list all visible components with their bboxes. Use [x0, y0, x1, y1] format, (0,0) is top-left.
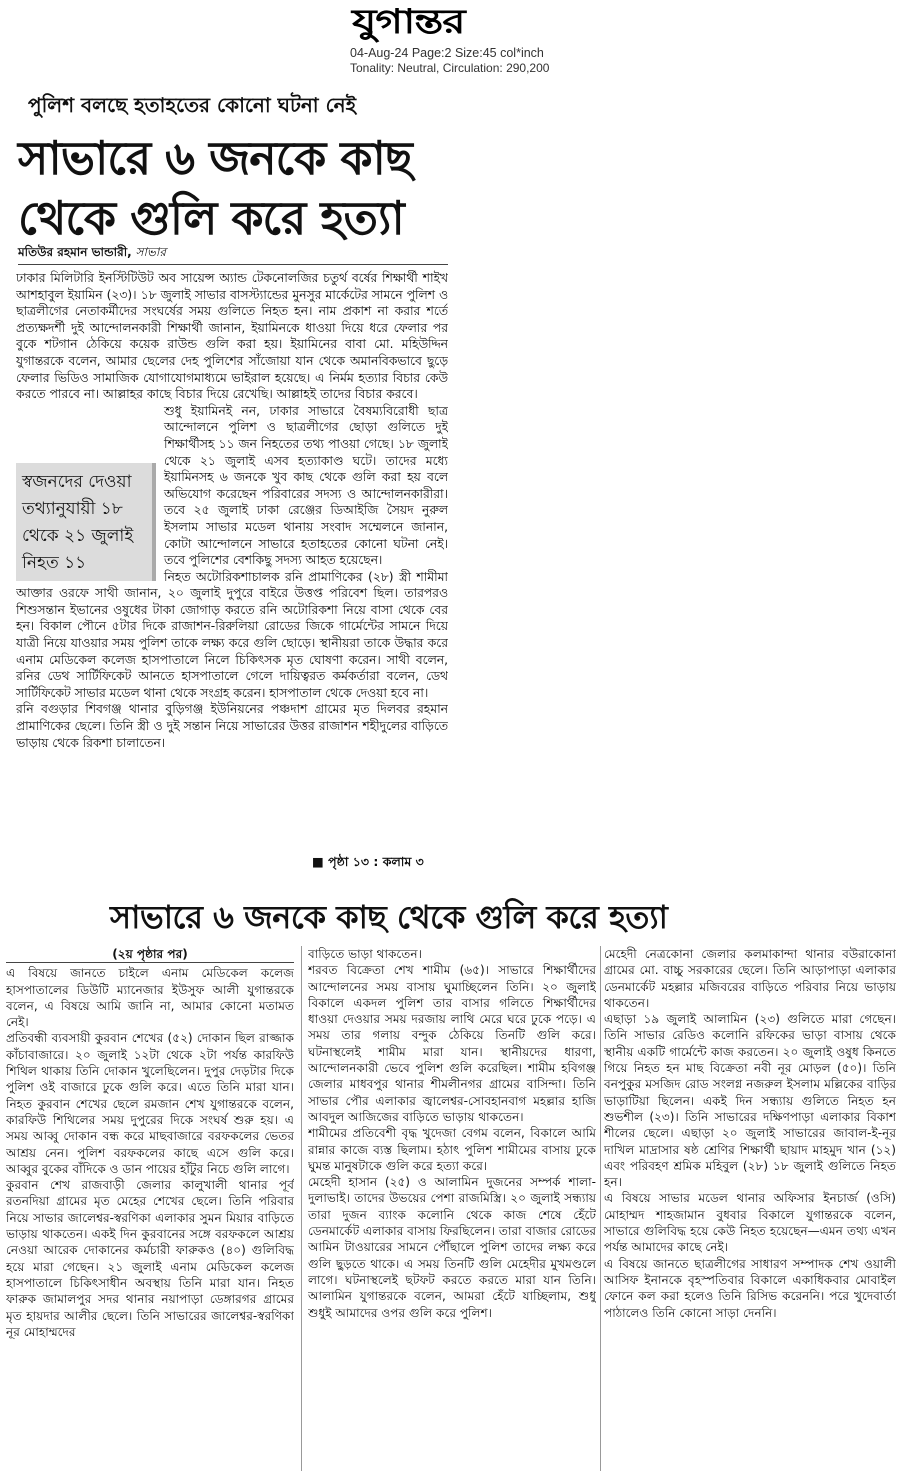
- clip-meta-tonality: Tonality: Neutral, Circulation: 290,200: [350, 61, 550, 75]
- article-kicker: পুলিশ বলছে হতাহতের কোনো ঘটনা নেই: [28, 93, 357, 117]
- masthead: [0, 0, 903, 80]
- article-paragraph: নিহত অটোরিকশাচালক রনি প্রামাণিকের (২৮) স্ত্রী শামীমা আক্তার ওরফে সাথী জানান, ২০ জুলাই দুপুরে বাইরে উত্তপ্ত পরিবেশ ছিল। তারপরও শিশুসন্তান ইভানের ওষুধের টাকা জোগাড় করতে রনি অটোরিকশা নিয়ে বাসা থেকে বের হন। বিকাল পৌনে ৫টার দিকে রাজাশন-রিরুলিয়া রোডের জিকে গার্মেন্টের সামনে দিয়ে যাত্রী নিয়ে যাওয়ার সময় পুলিশ তাকে লক্ষ্য করে গুলি ছোড়ে। স্থানীয়রা তাকে উদ্ধার করে এনাম মেডিকেল কলেজ হাসপাতালে নিলে চিকিৎসক মৃত ঘোষণা করেন। সাথী বলেন, রনির ডেথ সার্টিফিকেট আনতে হাসপাতালে গেলে দায়িত্বরত কর্মকর্তারা বলেন, ডেথ সার্টিফিকেট সাভার মডেল থানা থেকে সংগ্রহ করেন। হাসপাতাল থেকে দেওয়া হবে না।: [16, 569, 448, 700]
- article-paragraph: শামীমের প্রতিবেশী বৃদ্ধ খুদেজা বেগম বলেন, বিকালে আমি রান্নার কাজে ব্যস্ত ছিলাম। হঠাৎ পুলিশ শামীমের বাসায় ঢুকে ঘুমন্ত মানুষটাকে গুলি করে হত্যা করে।: [308, 1126, 596, 1173]
- article-paragraph: শরবত বিক্রেতা শেখ শামীম (৬৫)। সাভারে শিক্ষার্থীদের আন্দোলনের সময় বাসায় ঘুমাচ্ছিলেন তিনি। ২০ জুলাই বিকালে একদল পুলিশ তার বাসার গলিতে শিক্ষার্থীদের ধাওয়া দেওয়ার সময় দরজায় লাথি মেরে ঘরে ঢুকে পড়ে। এ সময় তার গলায় বন্দুক ঠেকিয়ে তিনটি গুলি করে। ঘটনাস্থলেই শামীম মারা যান। স্থানীয়দের ধারণা, আন্দোলনকারী ভেবে পুলিশ গুলি করেছিল। শামীম হবিগঞ্জ জেলার মাধবপুর থানার শীমলীনগর গ্রামের বাসিন্দা। তিনি সাভার পৌর এলাকার জ্বালেশ্বর-সোবহানবাগ মহল্লার হাজি আবদুল আজিজের বাড়িতে ভাড়ায় থাকতেন।: [308, 963, 596, 1124]
- article-paragraph: কুরবান শেখ রাজবাড়ী জেলার কালুখালী থানার পূর্ব রতনদিয়া গ্রামের মৃত মেহের শেখের ছেলে। তিনি পরিবার নিয়ে সাভার জালেশ্বর-স্বরণিকা এলাকার সুমন মিয়ার বাড়িতে ভাড়ায় থাকতেন। একই দিন কুরবানের সঙ্গে বরফকলে আশ্রয় নেওয়া আরেক দোকানের কর্মচারী ফারুকও (৪০) গুলিবিদ্ধ হয়ে মারা গেছেন। ২১ জুলাই এনাম মেডিকেল কলেজ হাসপাতালে চিকিৎসাধীন অবস্থায় তিনি মারা যান। নিহত ফারুক জামালপুর সদর থানার নয়াপাড়া ডেঙ্গারগর গ্রামের মৃত হায়দার আলীর ছেলে। তিনি সাভারের জালেশ্বর-স্বরণিকা নূর মোহাম্মদের: [6, 1178, 294, 1339]
- continuation-label: (২য় পৃষ্ঠার পর): [6, 946, 294, 963]
- clip-meta-date-size: 04-Aug-24 Page:2 Size:45 col*inch: [350, 46, 544, 60]
- article-byline: [18, 244, 448, 265]
- article-paragraph: এ বিষয়ে সাভার মডেল থানার অফিসার ইনচার্জ (ওসি) মোহাম্মদ শাহজামান বুধবার বিকালে যুগান্তরকে বলেন, সাভারে গুলিবিদ্ধ হয়ে কেউ নিহত হয়েছেন—এমন তথ্য এখন পর্যন্ত আমাদের কাছে নেই।: [604, 1191, 896, 1255]
- jump-reference: ■ পৃষ্ঠা ১৩ : কলাম ৩: [312, 854, 424, 869]
- article-paragraph: এছাড়া ১৯ জুলাই আলামিন (২৩) গুলিতে মারা গেছেন। তিনি সাভার রেডিও কলোনি রফিকের ভাড়া বাসায় থেকে স্থানীয় একটি গার্মেন্টে কাজ করতেন। ২০ জুলাই ওষুধ কিনতে গিয়ে নিহত হন মাছ বিক্রেতা নবী নূর মোড়ল (৫০)। তিনি বনপুকুর মসজিদ রোড সংলগ্ন নজরুল ইসলাম মল্লিকের বাড়ির ভাড়াটিয়া ছিলেন। একই দিন সন্ধ্যায় গুলিতে নিহত হন শুভশীল (২৩)। তিনি সাভারের দক্ষিণপাড়া এলাকার বিকাশ শীলের ছেলে। এছাড়া ২০ জুলাই সাভারের জাবাল-ই-নূর দাখিল মাদ্রাসার ষষ্ঠ শ্রেণির শিক্ষার্থী ছায়াদ মাহমুদ খান (১২) এবং পরিবহণ শ্রমিক মহিবুল (২৮) ১৮ জুলাই গুলিতে নিহত হন।: [604, 1012, 896, 1190]
- article-headline: সাভারে ৬ জনকে কাছ থেকে গুলি করে হত্যা: [18, 131, 412, 245]
- continuation-column-1: [6, 946, 294, 1476]
- continuation-headline: সাভারে ৬ জনকে কাছ থেকে গুলি করে হত্যা: [110, 898, 668, 936]
- article-paragraph: এ বিষয়ে জানতে চাইলে এনাম মেডিকেল কলেজ হাসপাতালের ডিউটি ম্যানেজার ইউসুফ আলী যুগান্তরকে বলেন, এ বিষয়ে আমি জানি না, আমার কোনো মতামত নেই।: [6, 966, 294, 1030]
- article-paragraph: এ বিষয়ে জানতে ছাত্রলীগের সাধারণ সম্পাদক শেখ ওয়ালী আসিফ ইনানকে বৃহস্পতিবার বিকালে একাধিকবার মোবাইল ফোনে কল করা হলেও তিনি রিসিভ করেননি। পরে খুদেবার্তা পাঠালেও তিনি কোনো সাড়া দেননি।: [604, 1256, 896, 1320]
- article-paragraph: মেহেদী নেত্রকোনা জেলার কলমাকান্দা থানার বউরাকোনা গ্রামের মো. বাচ্চু সরকারের ছেলে। তিনি আড়াপাড়া এলাকার ডেনমার্কেট মহল্লার মজিবরের বাড়িতে পরিবার নিয়ে ভাড়ায় থাকতেন।: [604, 947, 896, 1010]
- column-divider: [301, 946, 302, 1471]
- article-paragraph: শুধু ইয়ামিনই নন, ঢাকার সাভারে বৈষম্যবিরোধী ছাত্র আন্দোলনে পুলিশ ও ছাত্রলীগের ছোড়া গুলিতে দুই শিক্ষার্থীসহ ১১ জন নিহতের তথ্য পাওয়া গেছে। ১৮ জুলাই থেকে ২১ জুলাই এসব হত্যাকাণ্ড ঘটে। তাদের মধ্যে ইয়ামিনসহ ৬ জনকে খুব কাছ থেকে গুলি করা হয় বলে অভিযোগ করেছেন পরিবারের সদস্য ও আন্দোলনকারীরা। তবে ২৫ জুলাই ঢাকা রেঞ্জের ডিআইজি সৈয়দ নুরুল ইসলাম সাভার মডেল থানায় সংবাদ সম্মেলনে জানান, কোটা আন্দোলনে সাভারে হতাহতের কোনো ঘটনা নেই। তবে পুলিশের বেশকিছু সদস্য আহত হয়েছেন।: [164, 403, 448, 568]
- continuation-column-3: [604, 946, 896, 1476]
- article-paragraph: রনি বগুড়ার শিবগঞ্জ থানার বুড়িগঞ্জ ইউনিয়নের পঞ্চদাশ গ্রামের মৃত দিলবর রহমান প্রামাণিকের ছেলে। তিনি স্ত্রী ও দুই সন্তান নিয়ে সাভারের উত্তর রাজাশন শহীদুলের বাড়িতে ভাড়ায় থেকে রিকশা চালাতেন।: [16, 702, 448, 750]
- continuation-column-2: [308, 946, 596, 1476]
- newspaper-logo: যুগান্তর: [352, 2, 465, 42]
- article-paragraph: মেহেদী হাসান (২৫) ও আলামিন দুজনের সম্পর্ক শালা-দুলাভাই। তাদের উভয়ের পেশা রাজমিস্ত্রি। ২০ জুলাই সন্ধ্যায় তারা দুজন ব্যাংক কলোনি থেকে কাজ শেষে হেঁটে ডেনমার্কেট এলাকার বাসায় ফিরছিলেন। তারা বাজার রোডের আমিন টাওয়ারের সামনে পৌঁছালে পুলিশ তাদের লক্ষ্য করে গুলি ছুড়তে থাকে। এ সময় তিনটি গুলি মেহেদীর মুখমণ্ডলে লাগে। ঘটনাস্থলেই ছটফট করতে করতে মারা যান তিনি। আলামিন যুগান্তরকে বলেন, আমরা হেঁটে যাচ্ছিলাম, শুধু শুধুই আমাদের ওপর গুলি করে পুলিশ।: [308, 1175, 596, 1320]
- paragraph-text: ঢাকার মিলিটারি ইনস্টিটিউট অব সায়েন্স অ্যান্ড টেকনোলজির চতুর্থ বর্ষের শিক্ষার্থী শাইখ আশহাবুল ইয়ামিন (২৩)। ১৮ জুলাই সাভার বাসস্ট্যান্ডের মুনসুর মার্কেটের সামনে পুলিশ ও ছাত্রলীগের নেতাকর্মীদের সংঘর্ষের সময় গুলিতে নিহত হন। নাম প্রকাশ না করার শর্তে প্রত্যক্ষদর্শী দুই আন্দোলনকারী শিক্ষার্থী জানান, ইয়ামিনকে ধাওয়া দিয়ে ধরে ফেলার পর বুকে শটগান ঠেকিয়ে কয়েক রাউন্ড গুলি করা হয়। ইয়ামিনের বাবা মো. মহিউদ্দিন যুগান্তরকে বলেন, আমার ছেলের দেহ পুলিশের সাঁজোয়া যান থেকে অমানবিকভাবে ছুড়ে ফেলার ভিডিও সামাজিক যোগাযোগমাধ্যমে ভাইরাল হয়েছে। এ নির্মম হত্যার বিচার কেউ করতে পারবে না। আল্লাহর কাছে বিচার দিয়ে রেখেছি। আল্লাহই তাদের বিচার করবে।: [16, 271, 448, 402]
- article-body: [16, 270, 448, 870]
- pull-quote: স্বজনদের দেওয়া তথ্যানুযায়ী ১৮ থেকে ২১ জুলাই নিহত ১১: [16, 463, 156, 581]
- article-paragraph: [16, 270, 448, 403]
- column-divider: [600, 946, 601, 1471]
- byline-author: মতিউর রহমান ভান্ডারী,: [18, 245, 132, 259]
- article-paragraph: প্রতিবন্ধী ব্যবসায়ী কুরবান শেখের (৫২) দোকান ছিল রাজ্জাক কাঁচাবাজারে। ২০ জুলাই ১২টা থেকে ২টা পর্যন্ত কারফিউ শিথিল থাকায় তিনি দোকান খুলেছিলেন। দুপুর দেড়টার দিকে পুলিশ ওই বাজারে ঢুকে গুলি করে। এতে তিনি মারা যান। নিহত কুরবান শেখের ছেলে রমজান শেখ যুগান্তরকে বলেন, কারফিউ শিথিলের সময় দুপুরের দিকে সংঘর্ষ শুরু হয়। এ সময় আব্বু দোকান বন্ধ করে মাছবাজারে বরফকলের ভেতর আশ্রয় নেন। পুলিশ বরফকলের কাছে এসে গুলি করে। আব্বুর বুকের বাঁদিকে ও ডান পায়ের হাঁটুর নিচে গুলি লাগে।: [6, 1031, 294, 1176]
- article-paragraph: বাড়িতে ভাড়া থাকতেন।: [308, 947, 422, 961]
- byline-place: সাভার: [131, 245, 166, 259]
